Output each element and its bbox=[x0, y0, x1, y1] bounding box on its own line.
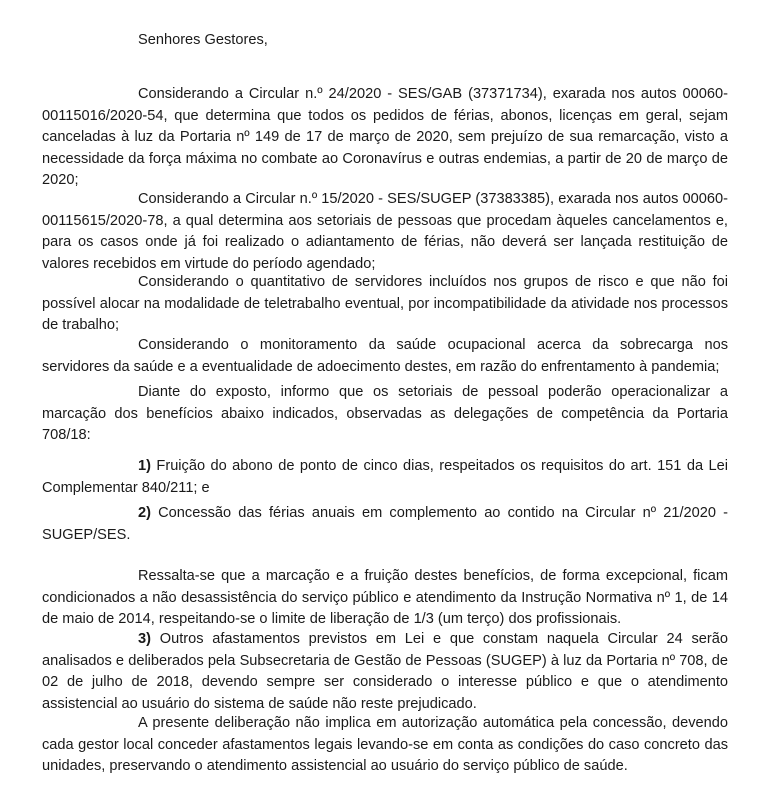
list-item bbox=[42, 456, 728, 499]
paragraph-conclusion: Diante do exposto, informo que os setoriais de pessoal poderão operacionalizar a marcação dos benefícios abaixo indicados, observadas as delegações de competência da Portaria 708/18: bbox=[42, 384, 728, 444]
item-text: Outros afastamentos previstos em Lei e que constam naquela Circular 24 serão analisados e deliberados pela Subsecretaria de Gestão de Pessoas (SUGEP) à luz da Portaria nº 708, de 02 de julho de 2018, devendo sempre ser considerado o interesse público e que o atendimento assistencial ao usuário do sistema de saúde não reste prejudicado. bbox=[42, 631, 728, 712]
item-number: 2) bbox=[138, 505, 151, 521]
greeting: Senhores Gestores, bbox=[138, 32, 268, 48]
item-text: Concessão das férias anuais em complemento ao contido na Circular nº 21/2020 - SUGEP/SES. bbox=[42, 505, 728, 543]
paragraph-risk-groups: Considerando o quantitativo de servidores incluídos nos grupos de risco e que não foi possível alocar na modalidade de teletrabalho eventual, por incompatibilidade da atividade nos processos de trabalho; bbox=[42, 274, 728, 334]
paragraph-occupational-health: Considerando o monitoramento da saúde ocupacional acerca da sobrecarga nos servidores da saúde e a eventualidade de adoecimento destes, em razão do enfrentamento à pandemia; bbox=[42, 337, 728, 375]
paragraph-circular-15: Considerando a Circular n.º 15/2020 - SES/SUGEP (37383385), exarada nos autos 00060-00115615/2020-78, a qual determina aos setoriais de pessoas que procedam àqueles cancelamentos e, para os casos onde já foi realizado o adiantamento de férias, não deverá ser lançada restituição de valores recebidos em virtude do período agendado; bbox=[42, 191, 728, 272]
item-number: 1) bbox=[138, 458, 151, 474]
paragraph-closing: A presente deliberação não implica em autorização automática pela concessão, devendo cada gestor local conceder afastamentos legais levando-se em conta as condições do caso concreto das unidades, preservando o atendimento assistencial ao usuário do serviço público de saúde. bbox=[42, 715, 728, 775]
item-text: Fruição do abono de ponto de cinco dias, respeitados os requisitos do art. 151 da Lei Complementar 840/211; e bbox=[42, 458, 728, 496]
paragraph-circular-24: Considerando a Circular n.º 24/2020 - SES/GAB (37371734), exarada nos autos 00060-00115016/2020-54, que determina que todos os pedidos de férias, abonos, licenças em geral, sejam canceladas à luz da Portaria nº 149 de 17 de março de 2020, sem prejuízo de sua remarcação, visto a necessidade da força máxima no combate ao Coronavírus e outras endemias, a partir de 20 de março de 2020; bbox=[42, 86, 728, 189]
item-number: 3) bbox=[138, 631, 151, 647]
list-item bbox=[42, 503, 728, 546]
list-item bbox=[42, 629, 728, 715]
paragraph-note: Ressalta-se que a marcação e a fruição destes benefícios, de forma excepcional, ficam condicionados a não desassistência do serviço público e atendimento da Instrução Normativa nº 1, de 14 de maio de 2014, respeitando-se o limite de liberação de 1/3 (um terço) dos profissionais. bbox=[42, 568, 728, 628]
